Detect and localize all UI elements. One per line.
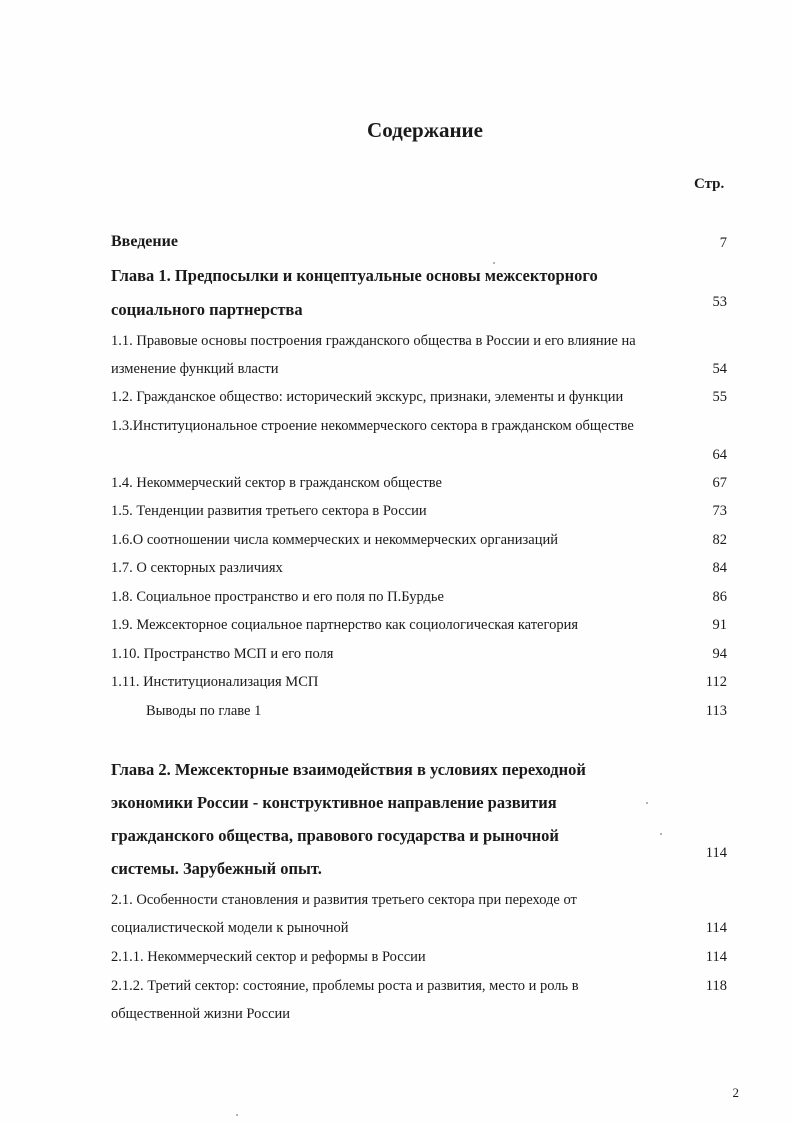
toc-entry-1-9: 1.9. Межсекторное социальное партнерство как социологическая категория	[111, 617, 579, 633]
chapter1-title-line2: социального партнерства	[111, 300, 303, 319]
toc-entry-1-9-page: 91	[712, 617, 727, 633]
toc-entry-1-7-page: 84	[712, 560, 727, 576]
toc-entry-1-3: 1.3.Институциональное строение некоммерческого сектора в гражданском обществе	[111, 418, 634, 434]
toc-entry-2-1-page: 114	[705, 920, 727, 936]
chapter2-title-line2: экономики России - конструктивное направление развития	[111, 793, 557, 812]
toc-entry-2-1-line2: социалистической модели к рыночной	[111, 920, 349, 936]
chapter2-title-line1: Глава 2. Межсекторные взаимодействия в условиях переходной	[111, 760, 586, 779]
toc-entry-chapter1-conclusions: Выводы по главе 1	[146, 703, 262, 719]
toc-entry-2-1-2-page: 118	[705, 978, 727, 994]
toc-entry-1-8-page: 86	[712, 589, 727, 605]
toc-entry-2-1-1-page: 114	[705, 949, 727, 965]
toc-introduction: Введение	[111, 233, 178, 250]
page-title: Содержание	[367, 118, 483, 142]
toc-entry-1-2-page: 55	[712, 389, 727, 405]
toc-entry-1-6: 1.6.О соотношении числа коммерческих и некоммерческих организаций	[111, 532, 558, 548]
toc-entry-1-4-page: 67	[712, 475, 727, 491]
page-column-header: Стр.	[694, 176, 725, 192]
toc-entry-2-1-2-line1: 2.1.2. Третий сектор: состояние, проблемы роста и развития, место и роль в	[111, 978, 579, 994]
toc-entry-2-1-2-line2: общественной жизни России	[111, 1006, 291, 1022]
toc-entry-1-5-page: 73	[712, 503, 727, 519]
toc-entry-2-1-line1: 2.1. Особенности становления и развития третьего сектора при переходе от	[111, 892, 577, 908]
chapter2-page: 114	[705, 845, 727, 861]
chapter1-page: 53	[712, 294, 727, 310]
toc-entry-1-5: 1.5. Тенденции развития третьего сектора в России	[111, 503, 427, 519]
toc-entry-1-11: 1.11. Институционализация МСП	[111, 674, 319, 690]
toc-entry-1-3-page: 64	[712, 447, 727, 463]
toc-entry-1-1-page: 54	[712, 361, 727, 377]
toc-entry-1-1-line2: изменение функций власти	[111, 361, 279, 377]
toc-entry-1-6-page: 82	[712, 532, 727, 548]
scan-speck	[646, 802, 648, 804]
chapter2-title-line3: гражданского общества, правового государства и рыночной	[111, 826, 559, 845]
toc-entry-1-1-line1: 1.1. Правовые основы построения гражданского общества в России и его влияние на	[111, 333, 636, 349]
toc-entry-chapter1-conclusions-page: 113	[705, 703, 727, 719]
scan-speck	[493, 262, 495, 264]
toc-entry-1-10: 1.10. Пространство МСП и его поля	[111, 646, 334, 662]
footer-page-number: 2	[732, 1085, 739, 1100]
toc-entry-1-11-page: 112	[705, 674, 727, 690]
toc-entry-1-8: 1.8. Социальное пространство и его поля по П.Бурдье	[111, 589, 444, 605]
toc-entry-1-4: 1.4. Некоммерческий сектор в гражданском обществе	[111, 475, 442, 491]
toc-entry-2-1-1: 2.1.1. Некоммерческий сектор и реформы в России	[111, 949, 426, 965]
scan-speck	[660, 833, 662, 835]
chapter1-title-line1: Глава 1. Предпосылки и концептуальные основы межсекторного	[111, 266, 598, 285]
chapter2-title-line4: системы. Зарубежный опыт.	[111, 859, 322, 878]
toc-introduction-page: 7	[719, 235, 727, 251]
toc-entry-1-10-page: 94	[712, 646, 727, 662]
scan-speck	[236, 1114, 238, 1116]
toc-entry-1-2: 1.2. Гражданское общество: исторический экскурс, признаки, элементы и функции	[111, 389, 624, 405]
toc-entry-1-7: 1.7. О секторных различиях	[111, 560, 283, 576]
